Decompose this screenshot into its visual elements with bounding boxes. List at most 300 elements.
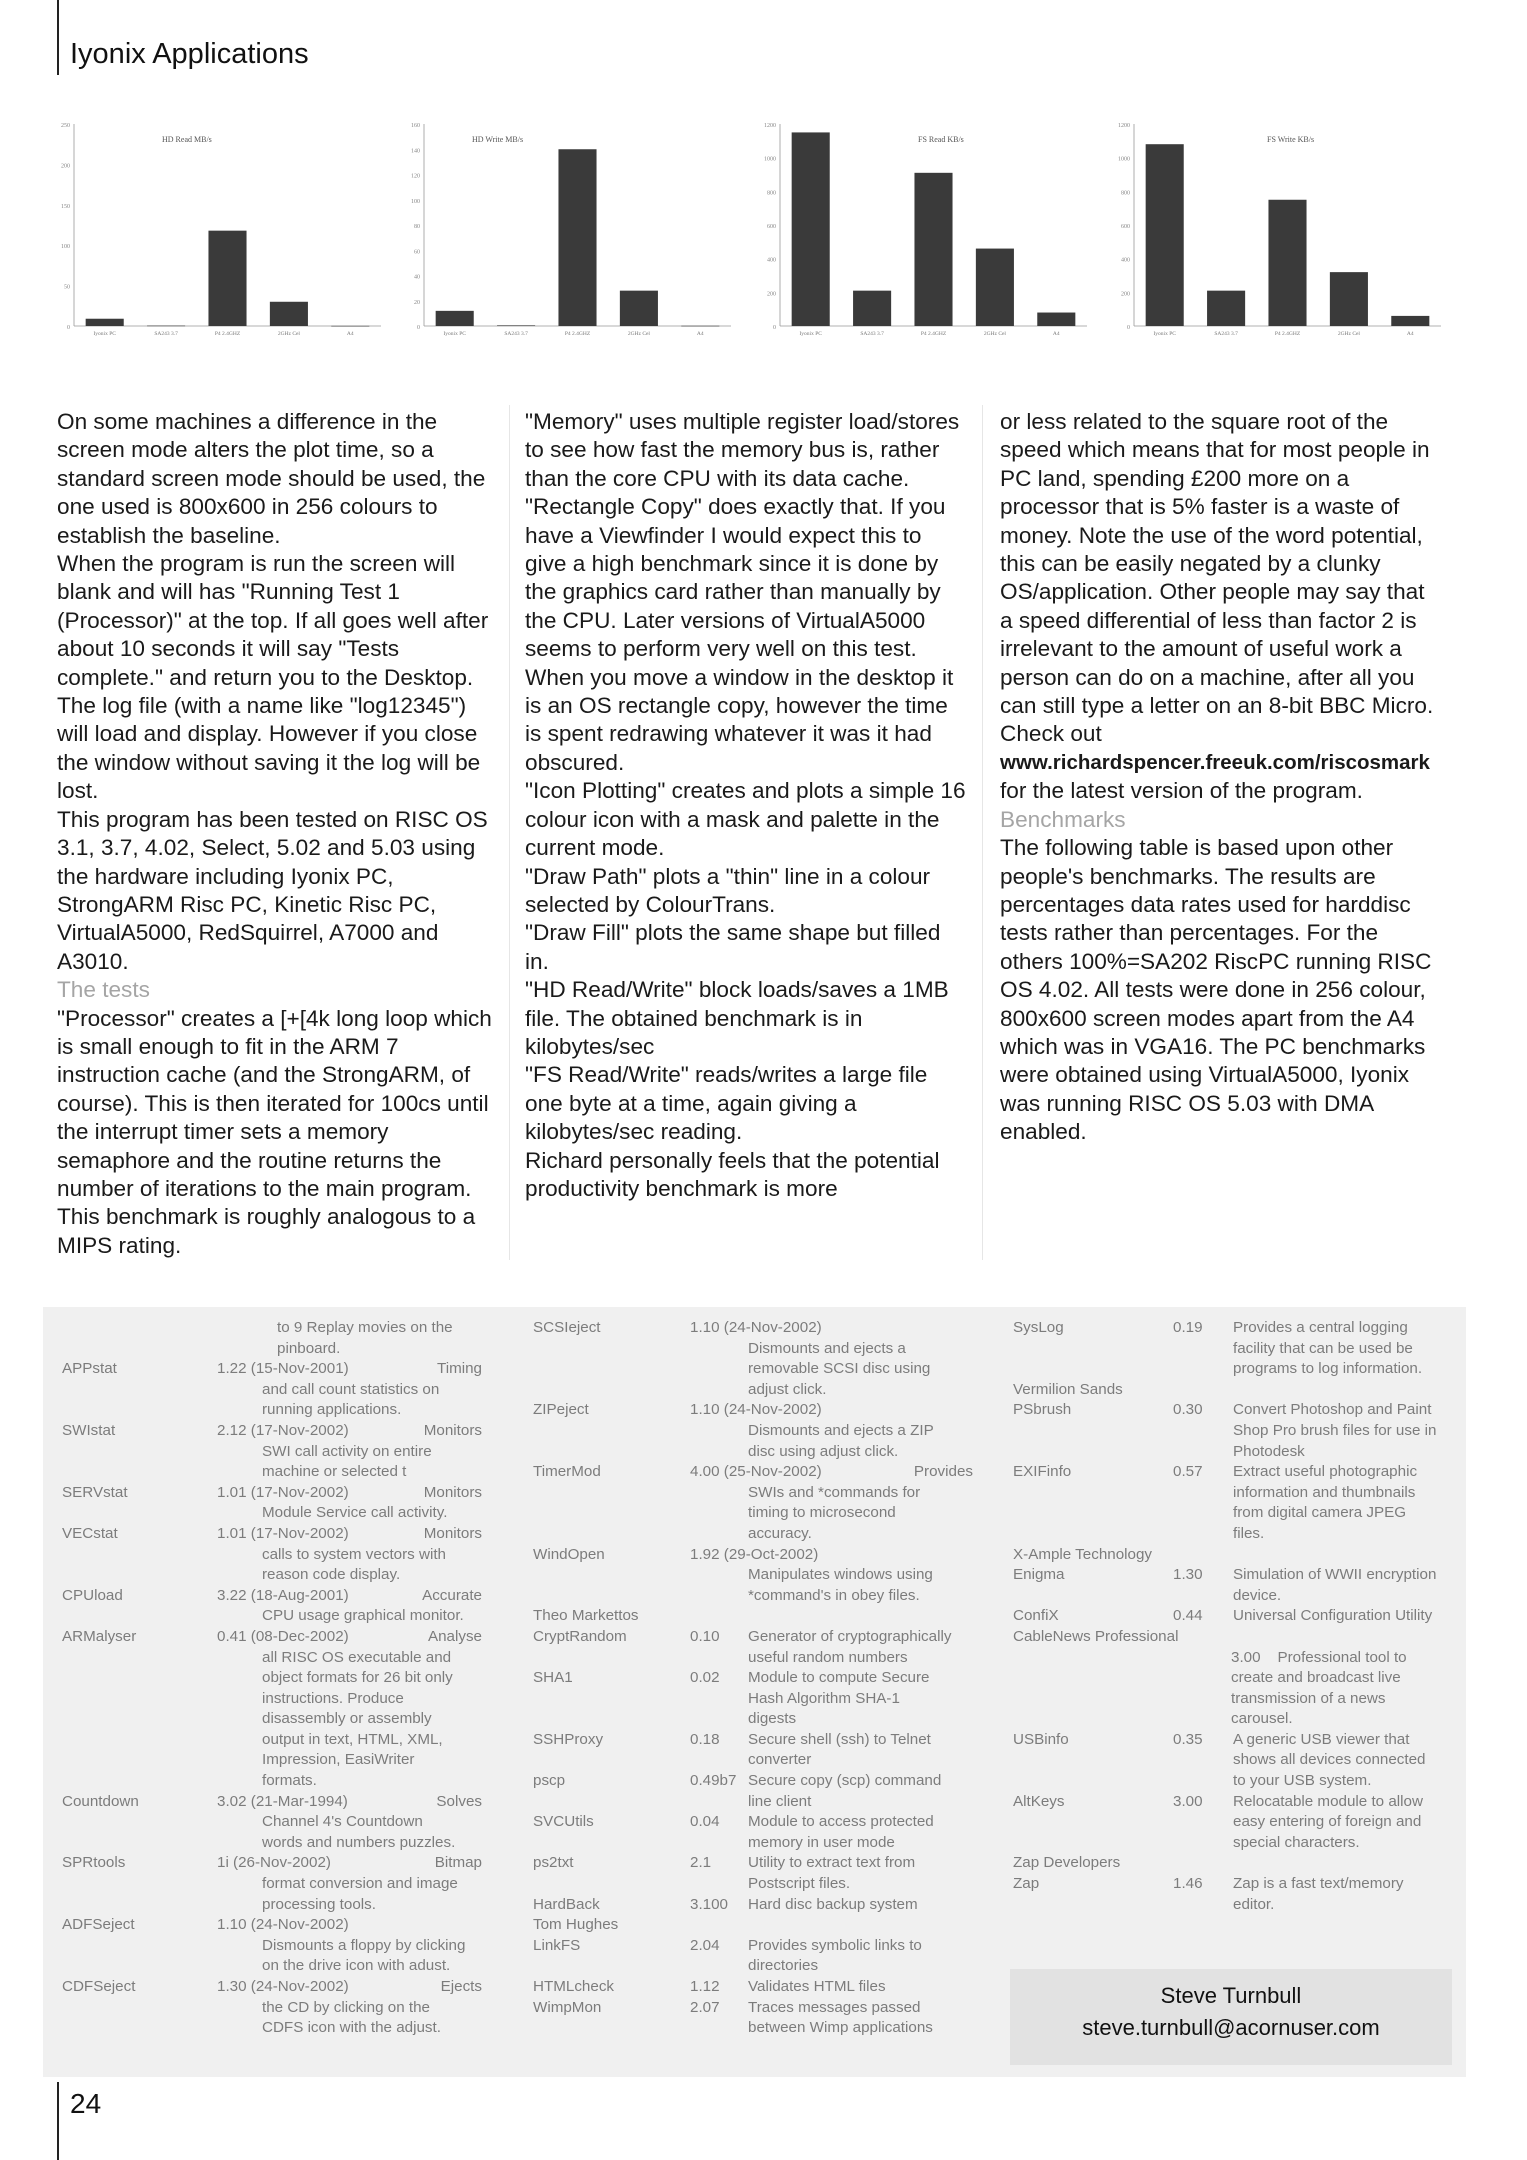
- app-desc: special characters.: [1233, 1833, 1360, 1851]
- app-version: 1.10 (24-Nov-2002): [690, 1319, 822, 1336]
- paragraph: The following table is based upon other people's benchmarks. The results are percentages data rates used for harddisc tests rather than percentages. For the others 100%=SA202 RiscPC running RISC OS 4.02. All tests were done in 256 colour, 800x600 screen modes apart from the A4 which was in VGA16. The PC benchmarks were obtained using VirtualA5000, Iyonix was running RISC OS 5.03 with DMA enabled.: [1000, 835, 1432, 1145]
- x-tick-label: SA243 3.7: [1214, 331, 1238, 337]
- app-desc: on the drive icon with adust.: [262, 1957, 451, 1975]
- y-tick-label: 400: [767, 257, 776, 264]
- x-tick-label: 2GHz Cel: [983, 331, 1006, 337]
- app-desc: device.: [1233, 1586, 1282, 1604]
- list-item: [533, 1627, 973, 1668]
- y-tick-label: 200: [1121, 291, 1130, 298]
- list3-items: [1013, 1318, 1453, 1380]
- y-tick-label: 120: [411, 173, 420, 180]
- app-version: 3.02 (21-Mar-1994): [217, 1792, 348, 1810]
- list-item: [1013, 1792, 1453, 1854]
- app-name: AltKeys: [1013, 1792, 1065, 1810]
- app-desc: Provides symbolic links to: [748, 1936, 922, 1954]
- app-version: 0.41 (08-Dec-2002): [217, 1627, 349, 1645]
- author-heading: Zap Developers: [1013, 1854, 1121, 1872]
- chart-title: HD Read MB/s: [162, 135, 212, 144]
- app-version: 0.18: [690, 1730, 720, 1748]
- list3-items: [1013, 1400, 1453, 1544]
- app-name: VECstat: [62, 1524, 118, 1542]
- list-item: [62, 1359, 482, 1421]
- app-name: USBinfo: [1013, 1730, 1069, 1748]
- bar: [914, 173, 952, 326]
- list-item: [62, 1627, 482, 1792]
- author-heading: Theo Markettos: [533, 1607, 639, 1625]
- check-out-label: Check out: [1000, 721, 1102, 747]
- app-desc: facility that can be used be: [1233, 1339, 1413, 1357]
- y-tick-label: 800: [767, 190, 776, 197]
- app-desc: calls to system vectors with: [262, 1545, 446, 1563]
- app-desc: Secure copy (scp) command: [748, 1772, 942, 1790]
- y-tick-label: 1200: [1118, 123, 1130, 129]
- app-desc: Secure shell (ssh) to Telnet: [748, 1730, 931, 1748]
- paragraph: Richard personally feels that the potential productivity benchmark is more: [525, 1147, 940, 1201]
- y-tick-label: 400: [1121, 257, 1130, 264]
- app-desc: Accurate: [422, 1586, 482, 1604]
- app-desc: digests: [748, 1710, 797, 1728]
- app-desc: object formats for 26 bit only: [262, 1669, 453, 1687]
- app-name: SCSIeject: [533, 1319, 601, 1336]
- bar: [270, 302, 308, 326]
- paragraph: for the latest version of the program.: [1000, 778, 1363, 804]
- chart-svg: [1112, 112, 1447, 344]
- page-number: 24: [70, 2088, 102, 2119]
- y-tick-label: 100: [411, 198, 420, 205]
- column-divider: [982, 405, 983, 1260]
- x-tick-label: Iyonix PC: [443, 331, 466, 337]
- author-name: Steve Turnbull: [1160, 1983, 1302, 2008]
- app-desc: Universal Configuration Utility: [1233, 1607, 1433, 1625]
- app-desc: format conversion and image: [262, 1875, 458, 1893]
- app-desc: words and numbers puzzles.: [262, 1833, 456, 1851]
- app-desc: Provides a central logging: [1233, 1319, 1408, 1336]
- app-name: ARMalyser: [62, 1627, 137, 1645]
- app-name: SHA1: [533, 1669, 573, 1687]
- app-desc: disassembly or assembly: [262, 1710, 432, 1728]
- app-desc: SWI call activity on entire: [262, 1442, 432, 1460]
- list2-items: [533, 1627, 973, 1915]
- list-item: [1013, 1730, 1453, 1792]
- paragraph: When the program is run the screen will blank and will has "Running Test 1 (Processor)" at the top. If all goes well after about 10 seconds it will say "Tests complete." and return you to the Desktop. The log file (with a name like "log12345") will load and display. However if you close the window without saving it the log will be lost.: [57, 551, 489, 804]
- list1-items: [62, 1359, 482, 2039]
- app-desc: files.: [1233, 1524, 1265, 1542]
- list2-items: [533, 1318, 973, 1606]
- app-desc: Zap is a fast text/memory: [1233, 1875, 1404, 1893]
- bar: [331, 326, 369, 327]
- x-tick-label: P4 2.4GHZ: [1274, 331, 1301, 337]
- bar: [976, 249, 1014, 326]
- list-item: [533, 1545, 973, 1607]
- app-desc: Hash Algorithm SHA-1: [748, 1689, 900, 1707]
- app-name: ZIPeject: [533, 1401, 589, 1419]
- app-name: TimerMod: [533, 1463, 601, 1481]
- list-item: [533, 1936, 973, 1977]
- app-version: 1.10 (24-Nov-2002): [690, 1401, 822, 1419]
- article-column-2: [525, 408, 968, 1203]
- app-name: Countdown: [62, 1792, 139, 1810]
- paragraph: This program has been tested on RISC OS 3.1, 3.7, 4.02, Select, 5.02 and 5.03 using the hardware including Iyonix PC, StrongARM Risc PC, Kinetic Risc PC, VirtualA5000, RedSquirrel, A7000 and A3010.: [57, 806, 488, 974]
- section-heading-tests: The tests: [57, 977, 150, 1003]
- software-list-col-1: [62, 1318, 482, 2039]
- app-name: CryptRandom: [533, 1627, 627, 1645]
- y-tick-label: 200: [61, 163, 70, 170]
- app-desc: Timing: [436, 1360, 482, 1378]
- app-desc: programs to log information.: [1233, 1360, 1423, 1378]
- chart-title: FS Read KB/s: [918, 135, 964, 144]
- app-desc: output in text, HTML, XML,: [262, 1730, 443, 1748]
- list-item: [62, 1792, 482, 1854]
- bar: [558, 149, 596, 326]
- app-desc: information and thumbnails: [1233, 1483, 1416, 1501]
- app-desc: accuracy.: [748, 1524, 812, 1542]
- bar: [853, 291, 891, 326]
- author-signature: [1010, 1969, 1452, 2065]
- app-desc: reason code display.: [262, 1566, 401, 1584]
- app-name: CDFSeject: [62, 1978, 136, 1995]
- list-item: [62, 1977, 482, 2039]
- app-desc: Convert Photoshop and Paint: [1233, 1401, 1432, 1419]
- y-tick-label: 80: [414, 224, 420, 230]
- app-desc: easy entering of foreign and: [1233, 1813, 1422, 1831]
- app-version: 0.35: [1173, 1730, 1203, 1748]
- footer-rule: [57, 2082, 59, 2160]
- paragraph: "Memory" uses multiple register load/stores to see how fast the memory bus is, rather than the core CPU with its data cache.: [525, 409, 960, 491]
- y-tick-label: 250: [61, 123, 70, 129]
- app-desc: CPU usage graphical monitor.: [262, 1607, 464, 1625]
- app-desc: converter: [748, 1751, 812, 1769]
- app-desc: disc using adjust click.: [748, 1442, 899, 1460]
- app-name: SysLog: [1013, 1319, 1064, 1336]
- app-name: ConfiX: [1013, 1607, 1059, 1625]
- list-item: [62, 1586, 482, 1627]
- list-item: [1013, 1606, 1453, 1627]
- y-tick-label: 200: [767, 291, 776, 298]
- app-desc: *command's in obey files.: [748, 1586, 920, 1604]
- page-title: Iyonix Applications: [70, 38, 309, 70]
- app-version: 1.30 (24-Nov-2002): [217, 1978, 349, 1995]
- app-desc: Impression, EasiWriter: [262, 1751, 415, 1769]
- list3-items: [1013, 1565, 1453, 1627]
- app-desc: from digital camera JPEG: [1233, 1504, 1407, 1522]
- list-item: [533, 1812, 973, 1853]
- list-item: [533, 1977, 973, 1998]
- paragraph: "Draw Path" plots a "thin" line in a colour selected by ColourTrans.: [525, 863, 931, 917]
- app-desc: Traces messages passed: [748, 1998, 921, 2016]
- x-tick-label: 2GHz Cel: [1337, 331, 1360, 337]
- app-name: WimpMon: [533, 1998, 602, 2016]
- app-desc: the CD by clicking on the: [262, 1998, 430, 2016]
- paragraph: On some machines a difference in the screen mode alters the plot time, so a standard screen mode should be used, the one used is 800x600 in 256 colours to establish the baseline.: [57, 409, 486, 548]
- list-item: [533, 1318, 973, 1400]
- list-item: [1013, 1874, 1453, 1915]
- bar: [1146, 144, 1184, 326]
- chart-svg: [52, 112, 387, 344]
- list-item: [62, 1915, 482, 1977]
- app-version: 0.10: [690, 1627, 720, 1645]
- list-item: [533, 1895, 973, 1916]
- app-desc: all RISC OS executable and: [262, 1648, 452, 1666]
- app-desc: Provides: [913, 1463, 973, 1481]
- chart-fs-write: [1112, 112, 1447, 344]
- section-heading-benchmarks: Benchmarks: [1000, 806, 1126, 832]
- software-list-col-2: [533, 1318, 973, 2039]
- author-heading: X-Ample Technology: [1013, 1545, 1153, 1563]
- paragraph: "FS Read/Write" reads/writes a large file one byte at a time, again giving a kilobytes/sec reading.: [525, 1062, 928, 1145]
- x-tick-label: A4: [696, 331, 704, 337]
- paragraph: or less related to the square root of the speed which means that for most people in PC land, spending £200 more on a processor that is 5% faster is a waste of money. Note the use of the word potential, this can be easily negated by a clunky OS/application. Other people may say that a speed differential of less than factor 2 is irrelevant to the amount of useful work a person can do on a machine, after all you can still type a letter on an 8-bit BBC Micro.: [1000, 409, 1434, 719]
- column-divider: [509, 405, 510, 1260]
- app-name: SWIstat: [62, 1421, 116, 1439]
- app-desc: Utility to extract text from: [748, 1854, 916, 1872]
- app-desc: Simulation of WWII encryption: [1233, 1566, 1437, 1584]
- app-version: 0.19: [1173, 1319, 1203, 1336]
- y-tick-label: 0: [1127, 325, 1130, 331]
- bar: [147, 326, 185, 327]
- x-tick-label: P4 2.4GHZ: [564, 331, 591, 337]
- list-item: [62, 1524, 482, 1586]
- app-desc: to your USB system.: [1233, 1772, 1372, 1790]
- app-desc: A generic USB viewer that: [1233, 1730, 1410, 1748]
- app-desc: and call count statistics on: [262, 1380, 440, 1398]
- y-tick-label: 0: [67, 325, 70, 331]
- app-desc: memory in user mode: [748, 1833, 895, 1851]
- list-item: [1013, 1318, 1453, 1380]
- app-version: 3.22 (18-Aug-2001): [217, 1586, 349, 1604]
- app-version: 3.100: [690, 1895, 729, 1913]
- app-name: HTMLcheck: [533, 1978, 615, 1995]
- x-tick-label: Iyonix PC: [799, 331, 822, 337]
- app-version: 2.07: [690, 1998, 720, 2016]
- chart-fs-read: [758, 112, 1093, 344]
- app-version: 0.02: [690, 1669, 720, 1687]
- app-name: SERVstat: [62, 1483, 128, 1501]
- app-name: EXIFinfo: [1013, 1463, 1072, 1481]
- app-desc: useful random numbers: [748, 1648, 908, 1666]
- app-version: 1i (26-Nov-2002): [217, 1854, 331, 1872]
- x-tick-label: A4: [1052, 331, 1060, 337]
- app-version: 0.57: [1173, 1463, 1203, 1481]
- app-desc: Dismounts and ejects a ZIP: [748, 1421, 934, 1439]
- app-version: 1.92 (29-Oct-2002): [690, 1545, 819, 1563]
- app-desc: Monitors: [423, 1421, 482, 1439]
- list-item: [533, 1771, 973, 1812]
- list2-items: [533, 1936, 973, 2039]
- app-desc: processing tools.: [262, 1895, 376, 1913]
- app-desc: Dismounts and ejects a: [748, 1339, 906, 1357]
- app-desc: Module Service call activity.: [262, 1504, 448, 1522]
- list-item: [533, 1400, 973, 1462]
- app-desc: Relocatable module to allow: [1233, 1792, 1423, 1810]
- chart-svg: [402, 112, 737, 344]
- bar: [792, 132, 830, 326]
- y-tick-label: 160: [411, 123, 420, 129]
- app-desc: between Wimp applications: [748, 2019, 933, 2037]
- app-desc: timing to microsecond: [748, 1504, 896, 1522]
- list-item: [533, 1668, 973, 1730]
- bar: [436, 311, 474, 326]
- app-version: 2.1: [690, 1854, 712, 1872]
- x-tick-label: Iyonix PC: [1153, 331, 1176, 337]
- bar: [1330, 272, 1368, 326]
- app-version: 1.22 (15-Nov-2001): [217, 1360, 349, 1378]
- y-tick-label: 60: [414, 249, 420, 256]
- paragraph: "HD Read/Write" block loads/saves a 1MB file. The obtained benchmark is in kilobytes/sec: [525, 977, 949, 1059]
- app-name: Enigma: [1013, 1566, 1065, 1584]
- app-name: SVCUtils: [533, 1813, 594, 1831]
- app-desc: CDFS icon with the adjust.: [262, 2019, 441, 2037]
- app-name: SPRtools: [62, 1854, 126, 1872]
- y-tick-label: 40: [414, 274, 420, 281]
- list-item: [62, 1421, 482, 1483]
- app-name: ps2txt: [533, 1854, 574, 1872]
- app-version: 3.00: [1173, 1792, 1203, 1810]
- app-name: HardBack: [533, 1895, 600, 1913]
- y-tick-label: 600: [1121, 224, 1130, 230]
- app-version: 0.04: [690, 1813, 720, 1831]
- y-tick-label: 100: [61, 244, 70, 251]
- app-name: CPUload: [62, 1586, 123, 1604]
- app-version: 1.46: [1173, 1875, 1203, 1893]
- app-desc: Ejects: [440, 1978, 482, 1995]
- x-tick-label: 2GHz Cel: [277, 331, 300, 337]
- bar: [497, 325, 535, 326]
- x-tick-label: 2GHz Cel: [627, 331, 650, 337]
- chart-svg: [758, 112, 1093, 344]
- app-name: pscp: [533, 1772, 566, 1790]
- x-tick-label: P4 2.4GHZ: [214, 331, 241, 337]
- paragraph: "Draw Fill" plots the same shape but filled in.: [525, 920, 941, 974]
- app-desc: line client: [748, 1792, 812, 1810]
- bar: [1391, 316, 1429, 326]
- bar: [620, 291, 658, 326]
- app-desc: directories: [748, 1957, 819, 1975]
- chart-hd-write: [402, 112, 737, 344]
- bar: [208, 231, 246, 326]
- list-item: [533, 1998, 973, 2039]
- app-version: 2.04: [690, 1936, 720, 1954]
- article-column-3: [1000, 408, 1443, 1147]
- x-tick-label: A4: [1406, 331, 1414, 337]
- y-tick-label: 1000: [764, 156, 776, 163]
- app-desc: Manipulates windows using: [748, 1566, 933, 1584]
- y-tick-label: 1000: [1118, 156, 1130, 163]
- list3-items: [1013, 1730, 1453, 1854]
- app-desc: Monitors: [423, 1524, 482, 1542]
- list-item: [62, 1853, 482, 1915]
- chart-hd-read: [52, 112, 387, 344]
- list-item: [62, 1483, 482, 1524]
- list-item: [1013, 1565, 1453, 1606]
- app-desc: Module to access protected: [748, 1813, 934, 1831]
- app-desc: Solves: [436, 1792, 482, 1810]
- x-tick-label: Iyonix PC: [93, 331, 116, 337]
- app-version: 2.12 (17-Nov-2002): [217, 1421, 349, 1439]
- header-rule: [57, 0, 59, 75]
- x-tick-label: SA243 3.7: [154, 331, 178, 337]
- app-desc: running applications.: [262, 1401, 402, 1419]
- app-desc: Postscript files.: [748, 1875, 851, 1893]
- paragraph: "Icon Plotting" creates and plots a simple 16 colour icon with a mask and palette in the current mode.: [525, 778, 966, 861]
- app-name: ADFSeject: [62, 1916, 135, 1934]
- app-desc: Analyse: [427, 1627, 482, 1645]
- app-version: 4.00 (25-Nov-2002): [690, 1463, 822, 1481]
- software-list-col-3: [1013, 1318, 1453, 1915]
- x-tick-label: SA243 3.7: [860, 331, 884, 337]
- x-tick-label: A4: [346, 331, 354, 337]
- article-column-1: [57, 408, 500, 1260]
- app-desc: Dismounts a floppy by clicking: [262, 1936, 466, 1954]
- app-desc: shows all devices connected: [1233, 1751, 1426, 1769]
- y-tick-label: 50: [64, 284, 70, 291]
- app-version: 0.30: [1173, 1401, 1203, 1419]
- y-tick-label: 20: [414, 299, 420, 306]
- app-desc: Photodesk: [1233, 1442, 1305, 1460]
- app-name: SSHProxy: [533, 1730, 604, 1748]
- list-item: [533, 1462, 973, 1544]
- program-url-link[interactable]: www.richardspencer.freeuk.com/riscosmark: [1000, 750, 1430, 774]
- app-desc: SWIs and *commands for: [748, 1483, 921, 1501]
- app-desc: machine or selected t: [262, 1463, 407, 1481]
- bar: [1037, 313, 1075, 326]
- app-name: PSbrush: [1013, 1401, 1072, 1419]
- app-desc: Extract useful photographic: [1233, 1463, 1418, 1481]
- app-desc: instructions. Produce: [262, 1689, 404, 1707]
- y-tick-label: 1200: [764, 123, 776, 129]
- chart-title: HD Write MB/s: [472, 135, 524, 144]
- y-tick-label: 0: [417, 325, 420, 331]
- bar: [1268, 200, 1306, 326]
- paragraph: "Processor" creates a [+[4k long loop which is small enough to fit in the ARM 7 instruction cache (and the StrongARM, of course). This is then iterated for 100cs until the interrupt timer sets a memory semaphore and the routine returns the number of iterations to the main program. This benchmark is roughly analogous to a MIPS rating.: [57, 1005, 492, 1258]
- list-item: [1013, 1400, 1453, 1462]
- bar: [1207, 291, 1245, 326]
- list-item: [533, 1730, 973, 1771]
- list3-items: [1013, 1874, 1453, 1915]
- y-tick-label: 150: [61, 203, 70, 210]
- app-desc: adjust click.: [748, 1380, 827, 1398]
- app-desc: formats.: [262, 1772, 317, 1790]
- app-desc: Validates HTML files: [748, 1978, 886, 1995]
- paragraph: "Rectangle Copy" does exactly that. If you have a Viewfinder I would expect this to give a high benchmark since it is done by the graphics card rather than manually by the CPU. Later versions of VirtualA5000 seems to perform very well on this test. When you move a window in the desktop it is an OS rectangle copy, however the time is spent redrawing whatever it was it had obscured.: [525, 494, 954, 775]
- app-desc: Hard disc backup system: [748, 1895, 918, 1913]
- y-tick-label: 800: [1121, 190, 1130, 197]
- app-desc: Generator of cryptographically: [748, 1627, 952, 1645]
- list-item: [533, 1853, 973, 1894]
- app-desc: Module to compute Secure: [748, 1669, 930, 1687]
- app-name: LinkFS: [533, 1936, 581, 1954]
- app-name: Zap: [1013, 1875, 1040, 1893]
- app-desc: editor.: [1233, 1895, 1275, 1913]
- author-heading: Tom Hughes: [533, 1916, 619, 1934]
- app-desc: Bitmap: [434, 1854, 482, 1872]
- list-item: [1013, 1462, 1453, 1544]
- author-email[interactable]: steve.turnbull@acornuser.com: [1082, 2015, 1380, 2040]
- app-version: 1.12: [690, 1978, 720, 1995]
- y-tick-label: 140: [411, 148, 420, 155]
- app-version: 1.01 (17-Nov-2002): [217, 1524, 349, 1542]
- app-version: 1.10 (24-Nov-2002): [217, 1916, 349, 1934]
- list-item: to 9 Replay movies on the pinboard.: [277, 1319, 453, 1357]
- app-version: 0.44: [1173, 1607, 1203, 1625]
- x-tick-label: P4 2.4GHZ: [920, 331, 947, 337]
- bar: [86, 319, 124, 326]
- x-tick-label: SA243 3.7: [504, 331, 528, 337]
- y-tick-label: 600: [767, 224, 776, 230]
- app-desc: Monitors: [423, 1483, 482, 1501]
- app-desc: removable SCSI disc using: [748, 1360, 931, 1378]
- app-desc: Channel 4's Countdown: [262, 1813, 423, 1831]
- app-version: 1.30: [1173, 1566, 1203, 1584]
